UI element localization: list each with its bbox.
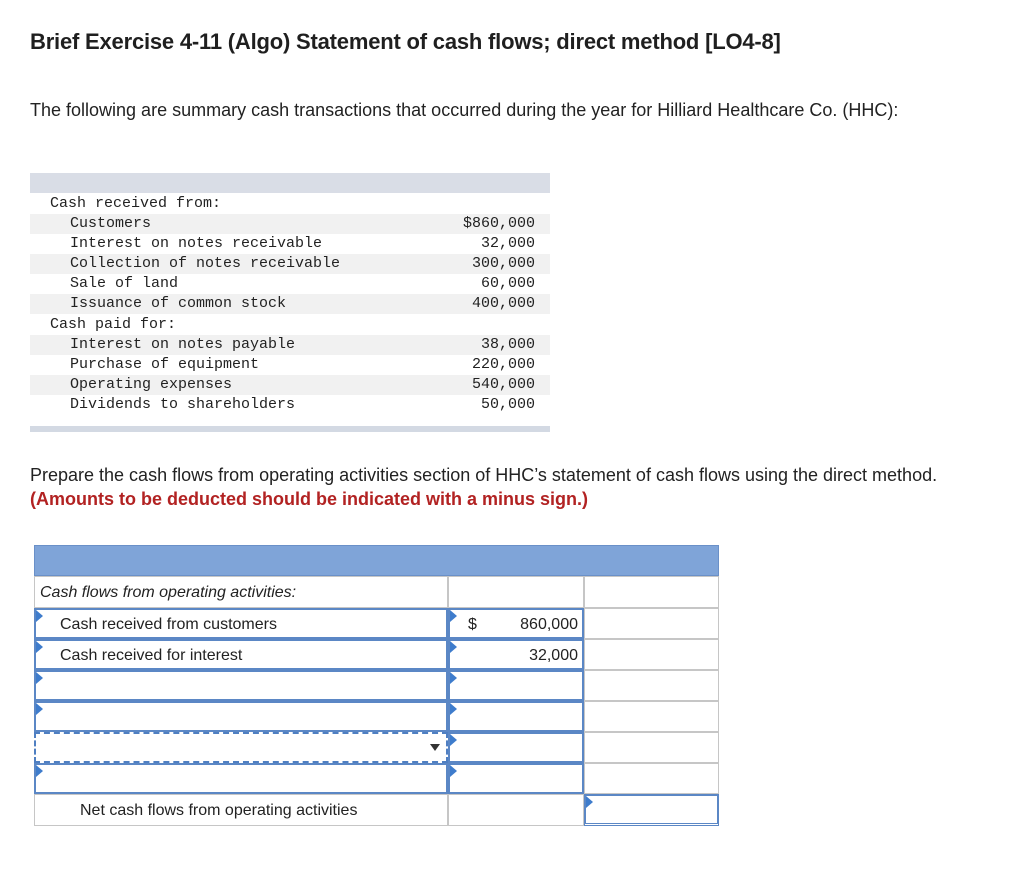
row-amount: 50,000: [480, 396, 535, 413]
row-label: Customers: [70, 215, 152, 232]
row-amount: 32,000: [529, 647, 578, 664]
input-marker-icon: [450, 734, 457, 746]
section-label: Cash flows from operating activities:: [40, 584, 297, 601]
row-amount: 32,000: [480, 235, 535, 252]
row1-label-input[interactable]: [34, 608, 448, 639]
received-header-row: [30, 194, 550, 214]
instruction-text: [30, 463, 990, 511]
row-amount: $860,000: [462, 215, 535, 232]
input-marker-icon: [450, 765, 457, 777]
table-bottom-bar: [30, 426, 550, 432]
row-amount: 860,000: [520, 616, 578, 633]
total-label-cell: [34, 794, 448, 826]
row-label: Operating expenses: [70, 376, 233, 393]
table-row: [30, 234, 550, 254]
row5-label-dropdown[interactable]: [34, 732, 448, 763]
input-marker-icon: [36, 641, 43, 653]
table-top-bar: [30, 173, 550, 193]
input-marker-icon: [36, 703, 43, 715]
row-label: Interest on notes payable: [70, 336, 296, 353]
row6-label-input[interactable]: [34, 763, 448, 794]
empty-cell: [584, 732, 719, 763]
input-marker-icon: [450, 672, 457, 684]
row4-label-input[interactable]: [34, 701, 448, 732]
row-amount: 300,000: [471, 255, 535, 272]
row2-label-input[interactable]: [34, 639, 448, 670]
row2-amount-input[interactable]: [448, 639, 584, 670]
table-row: [30, 395, 550, 415]
table-row: [30, 214, 550, 234]
row5-amount-input[interactable]: [448, 732, 584, 763]
empty-cell: [584, 763, 719, 794]
paid-header: Cash paid for:: [50, 316, 177, 333]
table-row: [30, 294, 550, 314]
empty-cell: [584, 608, 719, 639]
row-label: Dividends to shareholders: [70, 396, 296, 413]
section-label-cell: [34, 576, 448, 608]
intro-text: The following are summary cash transactions that occurred during the year for Hilliard Healthcare Co. (HHC):: [30, 100, 899, 120]
row-amount: 540,000: [471, 376, 535, 393]
empty-cell: [584, 701, 719, 732]
input-marker-icon: [450, 641, 457, 653]
empty-cell: [584, 639, 719, 670]
input-marker-icon: [450, 610, 457, 622]
empty-cell: [584, 576, 719, 608]
paid-header-row: [30, 315, 550, 335]
input-marker-icon: [36, 672, 43, 684]
table-row: [30, 254, 550, 274]
total-label: Net cash flows from operating activities: [80, 802, 358, 819]
empty-cell: [448, 794, 584, 826]
row-label: Cash received from customers: [60, 616, 277, 633]
table-row: [30, 274, 550, 294]
instruction-main: Prepare the cash flows from operating activities section of HHC’s statement of cash flows using the direct method.: [30, 465, 938, 485]
row-label: Purchase of equipment: [70, 356, 260, 373]
empty-cell: [448, 576, 584, 608]
row-label: Issuance of common stock: [70, 295, 287, 312]
worksheet: [34, 545, 719, 826]
row1-amount-input[interactable]: [448, 608, 584, 639]
input-marker-icon: [36, 610, 43, 622]
empty-cell: [584, 670, 719, 701]
row-label: Sale of land: [70, 275, 179, 292]
row-amount: 60,000: [480, 275, 535, 292]
table-row: [30, 355, 550, 375]
row-amount: 38,000: [480, 336, 535, 353]
row3-amount-input[interactable]: [448, 670, 584, 701]
currency-symbol: $: [468, 616, 477, 633]
row6-amount-input[interactable]: [448, 763, 584, 794]
page-title: Brief Exercise 4-11 (Algo) Statement of cash flows; direct method [LO4-8]: [30, 29, 781, 54]
chevron-down-icon[interactable]: [430, 744, 440, 751]
row-amount: 400,000: [471, 295, 535, 312]
instruction-note: (Amounts to be deducted should be indicated with a minus sign.): [30, 489, 589, 509]
received-header: Cash received from:: [50, 195, 222, 212]
input-marker-icon: [450, 703, 457, 715]
worksheet-header: [34, 545, 719, 576]
row-label: Cash received for interest: [60, 647, 243, 664]
input-marker-icon: [36, 765, 43, 777]
input-marker-icon: [586, 796, 593, 808]
given-data-table: [30, 173, 550, 433]
total-amount-input[interactable]: [584, 794, 719, 826]
table-row: [30, 375, 550, 395]
table-row: [30, 335, 550, 355]
row-label: Interest on notes receivable: [70, 235, 323, 252]
row-label: Collection of notes receivable: [70, 255, 341, 272]
row-amount: 220,000: [471, 356, 535, 373]
row4-amount-input[interactable]: [448, 701, 584, 732]
row3-label-input[interactable]: [34, 670, 448, 701]
